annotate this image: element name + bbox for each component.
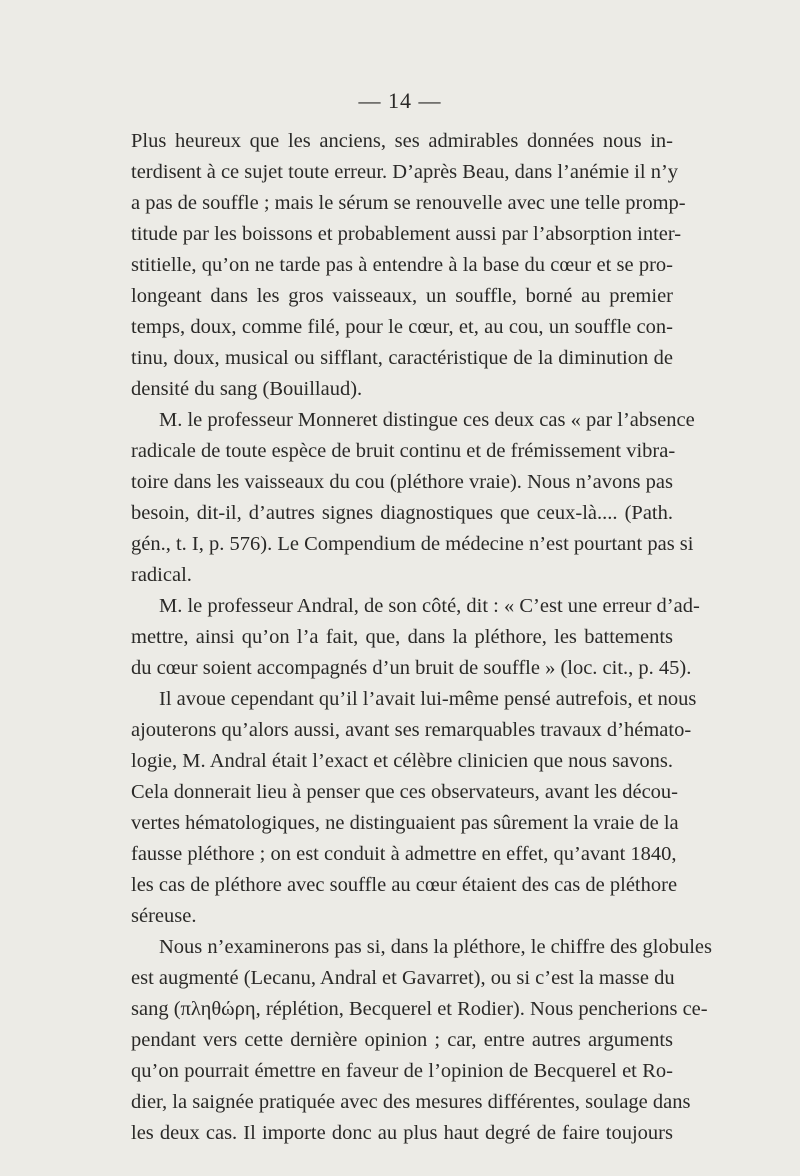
text-line: besoin, dit-il, d’autres signes diagnostiques que ceux-là.... (Path. xyxy=(131,502,673,524)
text-line: logie, M. Andral était l’exact et célèbre clinicien que nous savons. xyxy=(131,750,673,772)
paragraph-4 xyxy=(131,932,712,1149)
text-line: pendant vers cette dernière opinion ; car, entre autres arguments xyxy=(131,1029,673,1051)
text-line: Nous n’examinerons pas si, dans la pléthore, le chiffre des globules xyxy=(159,936,712,958)
text-line: mettre, ainsi qu’on l’a fait, que, dans la pléthore, les battements xyxy=(131,626,673,648)
text-line: M. le professeur Andral, de son côté, dit : « C’est une erreur d’ad- xyxy=(159,595,700,617)
text-line: Plus heureux que les anciens, ses admirables données nous in- xyxy=(131,130,673,152)
paragraph-1 xyxy=(131,126,686,405)
text-line: est augmenté (Lecanu, Andral et Gavarret), ou si c’est la masse du xyxy=(131,967,675,989)
text-line: temps, doux, comme filé, pour le cœur, et, au cou, un souffle con- xyxy=(131,316,673,338)
text-line: titude par les boissons et probablement aussi par l’absorption inter- xyxy=(131,223,682,245)
text-line: longeant dans les gros vaisseaux, un souffle, borné au premier xyxy=(131,285,673,307)
text-line: les cas de pléthore avec souffle au cœur étaient des cas de pléthore xyxy=(131,874,678,896)
text-line: densité du sang (Bouillaud). xyxy=(131,378,363,400)
text-line: Il avoue cependant qu’il l’avait lui-même pensé autrefois, et nous xyxy=(159,688,697,710)
text-line: M. le professeur Monneret distingue ces deux cas « par l’absence xyxy=(159,409,695,431)
text-line: les deux cas. Il importe donc au plus haut degré de faire toujours xyxy=(131,1122,673,1144)
paragraph-3 xyxy=(131,591,700,932)
text-line: gén., t. I, p. 576). Le Compendium de médecine n’est pourtant pas si xyxy=(131,533,694,555)
text-line: toire dans les vaisseaux du cou (pléthore vraie). Nous n’avons pas xyxy=(131,471,673,493)
text-line: fausse pléthore ; on est conduit à admettre en effet, qu’avant 1840, xyxy=(131,843,677,865)
text-line: Cela donnerait lieu à penser que ces observateurs, avant les décou- xyxy=(131,781,679,803)
text-line: terdisent à ce sujet toute erreur. D’après Beau, dans l’anémie il n’y xyxy=(131,161,679,183)
text-line: sang (πληθώρη, réplétion, Becquerel et Rodier). Nous pencherions ce- xyxy=(131,998,708,1020)
text-line: séreuse. xyxy=(131,905,197,927)
body-text xyxy=(131,126,712,1149)
text-line: vertes hématologiques, ne distinguaient pas sûrement la vraie de la xyxy=(131,812,679,834)
text-line: ajouterons qu’alors aussi, avant ses remarquables travaux d’hémato- xyxy=(131,719,692,741)
paragraph-2 xyxy=(131,405,695,591)
text-line: qu’on pourrait émettre en faveur de l’opinion de Becquerel et Ro- xyxy=(131,1060,673,1082)
text-line: stitielle, qu’on ne tarde pas à entendre à la base du cœur et se pro- xyxy=(131,254,673,276)
text-line: a pas de souffle ; mais le sérum se renouvelle avec une telle promp- xyxy=(131,192,686,214)
text-line: dier, la saignée pratiquée avec des mesures différentes, soulage dans xyxy=(131,1091,691,1113)
text-line: radicale de toute espèce de bruit continu et de frémissement vibra- xyxy=(131,440,676,462)
text-line: radical. xyxy=(131,564,192,586)
text-line: du cœur soient accompagnés d’un bruit de souffle » (loc. cit., p. 45). xyxy=(131,657,692,679)
page-number: — 14 — xyxy=(358,88,442,113)
text-line: tinu, doux, musical ou sifflant, caractéristique de la diminution de xyxy=(131,347,673,369)
